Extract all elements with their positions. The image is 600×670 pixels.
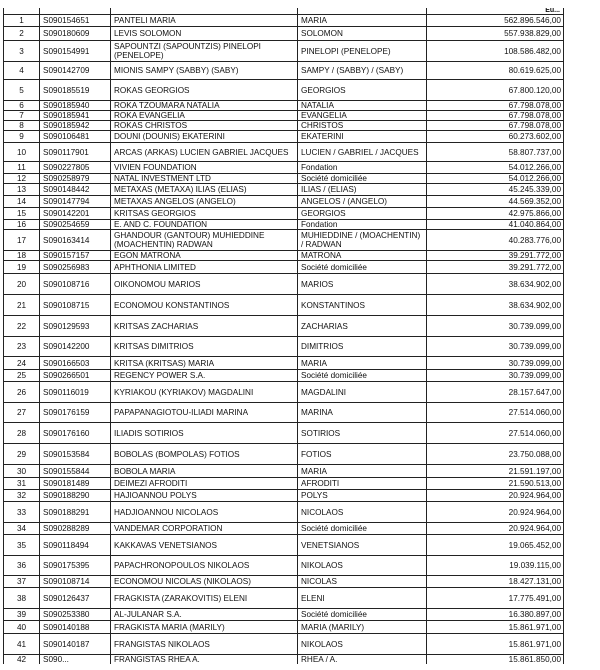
- full-name-cell: APHTHONIA LIMITED: [111, 261, 298, 274]
- record-id-cell: S090185519: [40, 80, 111, 101]
- row-number-cell: 19: [4, 261, 40, 274]
- amount-cell: 20.924.964,00: [427, 523, 564, 535]
- full-name-cell: EGON MATRONA: [111, 251, 298, 261]
- first-name-cell: MARIA: [298, 465, 427, 478]
- first-name-cell: Société domiciliée: [298, 261, 427, 274]
- amount-cell: 54.012.266,00: [427, 174, 564, 184]
- first-name-cell: ILIAS / (ELIAS): [298, 184, 427, 196]
- full-name-cell: ECONOMOU KONSTANTINOS: [111, 295, 298, 316]
- full-name-cell: BOBOLA MARIA: [111, 465, 298, 478]
- row-number-cell: 20: [4, 274, 40, 295]
- record-id-cell: S090185941: [40, 111, 111, 121]
- full-name-cell: FRANGISTAS NIKOLAOS: [111, 634, 298, 655]
- table-row: [4, 502, 564, 523]
- full-name-cell: DEIMEZI AFRODITI: [111, 478, 298, 490]
- amount-cell: 44.569.352,00: [427, 196, 564, 208]
- table-row: [4, 196, 564, 208]
- record-id-cell: S090117901: [40, 143, 111, 162]
- first-name-cell: NATALIA: [298, 101, 427, 111]
- full-name-cell: METAXAS ANGELOS (ANGELO): [111, 196, 298, 208]
- full-name-cell: FRANGISTAS RHEA A.: [111, 655, 298, 665]
- row-number-cell: 5: [4, 80, 40, 101]
- full-name-cell: MIONIS SAMPY (SABBY) (SABY): [111, 62, 298, 80]
- record-id-cell: S090157157: [40, 251, 111, 261]
- record-id-cell: S090140187: [40, 634, 111, 655]
- amount-cell: 15.861.971,00: [427, 621, 564, 634]
- row-number-cell: 22: [4, 316, 40, 337]
- row-number-cell: 6: [4, 101, 40, 111]
- row-number-cell: 15: [4, 208, 40, 220]
- first-name-cell: DIMITRIOS: [298, 337, 427, 357]
- record-id-cell: S090129593: [40, 316, 111, 337]
- amount-cell: 23.750.088,00: [427, 444, 564, 465]
- amount-cell: 39.291.772,00: [427, 261, 564, 274]
- amount-cell: 562.896.546,00: [427, 15, 564, 27]
- row-number-cell: 36: [4, 556, 40, 576]
- amount-cell: 21.590.513,00: [427, 478, 564, 490]
- full-name-cell: LEVIS SOLOMON: [111, 27, 298, 41]
- row-number-cell: 35: [4, 535, 40, 556]
- first-name-cell: CHRISTOS: [298, 121, 427, 131]
- amount-cell: 38.634.902,00: [427, 295, 564, 316]
- first-name-cell: AFRODITI: [298, 478, 427, 490]
- amount-cell: 58.807.737,00: [427, 143, 564, 162]
- table-row: [4, 274, 564, 295]
- record-id-cell: S090258979: [40, 174, 111, 184]
- first-name-cell: GEORGIOS: [298, 80, 427, 101]
- first-name-cell: MUHIEDDINE / (MOACHENTIN) / RADWAN: [298, 230, 427, 251]
- row-number-cell: 27: [4, 403, 40, 423]
- full-name-cell: KRITSAS DIMITRIOS: [111, 337, 298, 357]
- table-row: [4, 80, 564, 101]
- full-name-cell: ARCAS (ARKAS) LUCIEN GABRIEL JACQUES: [111, 143, 298, 162]
- first-name-cell: ELENI: [298, 588, 427, 609]
- full-name-cell: FRAGKISTA (ZARAKOVITIS) ELENI: [111, 588, 298, 609]
- table-row: [4, 121, 564, 131]
- table-row: [4, 230, 564, 251]
- amount-cell: 67.800.120,00: [427, 80, 564, 101]
- first-name-cell: EVANGELIA: [298, 111, 427, 121]
- record-id-cell: S090188290: [40, 490, 111, 502]
- record-id-cell: S090180609: [40, 27, 111, 41]
- row-number-cell: 9: [4, 131, 40, 143]
- row-number-cell: 1: [4, 15, 40, 27]
- amount-cell: 15.861.850,00: [427, 655, 564, 665]
- table-row: [4, 62, 564, 80]
- row-number-cell: 25: [4, 370, 40, 382]
- row-number-cell: 16: [4, 220, 40, 230]
- table-row: [4, 478, 564, 490]
- table-row: [4, 535, 564, 556]
- record-id-cell: S090108714: [40, 576, 111, 588]
- table-row: [4, 588, 564, 609]
- table-row: [4, 337, 564, 357]
- full-name-cell: GHANDOUR (GANTOUR) MUHIEDDINE (MOACHENTIN) RADWAN: [111, 230, 298, 251]
- full-name-cell: HADJIOANNOU NICOLAOS: [111, 502, 298, 523]
- amount-cell: 38.634.902,00: [427, 274, 564, 295]
- row-number-cell: 24: [4, 357, 40, 370]
- record-id-cell: S090147794: [40, 196, 111, 208]
- row-number-cell: 30: [4, 465, 40, 478]
- record-id-cell: S090155844: [40, 465, 111, 478]
- first-name-cell: POLYS: [298, 490, 427, 502]
- row-number-cell: 10: [4, 143, 40, 162]
- table-row: [4, 357, 564, 370]
- amount-cell: 30.739.099,00: [427, 370, 564, 382]
- row-number-cell: 31: [4, 478, 40, 490]
- amount-cell: 45.245.339,00: [427, 184, 564, 196]
- first-name-cell: MARIA (MARILY): [298, 621, 427, 634]
- full-name-cell: VANDEMAR CORPORATION: [111, 523, 298, 535]
- table-row: [4, 111, 564, 121]
- amount-cell: 67.798.078,00: [427, 101, 564, 111]
- amount-cell: 30.739.099,00: [427, 357, 564, 370]
- row-number-cell: 41: [4, 634, 40, 655]
- first-name-cell: Fondation: [298, 162, 427, 174]
- record-id-cell: S090116019: [40, 382, 111, 403]
- table-row: [4, 295, 564, 316]
- record-id-cell: S090153584: [40, 444, 111, 465]
- full-name-cell: ECONOMOU NICOLAS (NIKOLAOS): [111, 576, 298, 588]
- record-id-cell: S090181489: [40, 478, 111, 490]
- table-row: [4, 15, 564, 27]
- table-row: [4, 261, 564, 274]
- full-name-cell: KRITSAS ZACHARIAS: [111, 316, 298, 337]
- table-row: [4, 490, 564, 502]
- first-name-cell: ZACHARIAS: [298, 316, 427, 337]
- full-name-cell: ROKA EVANGELIA: [111, 111, 298, 121]
- full-name-cell: KYRIAKOU (KYRIAKOV) MAGDALINI: [111, 382, 298, 403]
- first-name-cell: ANGELOS / (ANGELO): [298, 196, 427, 208]
- amount-cell: 67.798.078,00: [427, 111, 564, 121]
- row-number-cell: 39: [4, 609, 40, 621]
- row-number-cell: 18: [4, 251, 40, 261]
- full-name-cell: PANTELI MARIA: [111, 15, 298, 27]
- row-number-cell: 40: [4, 621, 40, 634]
- table-row: [4, 609, 564, 621]
- table-body: [4, 8, 564, 664]
- amount-cell: 557.938.829,00: [427, 27, 564, 41]
- table-row: [4, 162, 564, 174]
- amount-cell: 108.586.482,00: [427, 41, 564, 62]
- amount-cell: 27.514.060,00: [427, 423, 564, 444]
- record-id-cell: S090253380: [40, 609, 111, 621]
- first-name-cell: MATRONA: [298, 251, 427, 261]
- amount-cell: 21.591.197,00: [427, 465, 564, 478]
- full-name-cell: FRAGKISTA MARIA (MARILY): [111, 621, 298, 634]
- row-number-cell: 4: [4, 62, 40, 80]
- table-row: [4, 370, 564, 382]
- record-id-cell: S090142200: [40, 337, 111, 357]
- table-row: [4, 382, 564, 403]
- amount-cell: 20.924.964,00: [427, 490, 564, 502]
- first-name-cell: MARIA: [298, 357, 427, 370]
- table-row: [4, 465, 564, 478]
- full-name-cell: BOBOLAS (BOMPOLAS) FOTIOS: [111, 444, 298, 465]
- amount-cell: 27.514.060,00: [427, 403, 564, 423]
- first-name-cell: Société domiciliée: [298, 370, 427, 382]
- amount-cell: 19.065.452,00: [427, 535, 564, 556]
- row-number-cell: 29: [4, 444, 40, 465]
- full-name-cell: ROKA TZOUMARA NATALIA: [111, 101, 298, 111]
- full-name-cell: AL-JULANAR S.A.: [111, 609, 298, 621]
- first-name-cell: Société domiciliée: [298, 174, 427, 184]
- first-name-cell: Société domiciliée: [298, 523, 427, 535]
- row-number-cell: 3: [4, 41, 40, 62]
- full-name-cell: ROKAS CHRISTOS: [111, 121, 298, 131]
- amount-cell: 41.040.864,00: [427, 220, 564, 230]
- record-id-cell: S090288289: [40, 523, 111, 535]
- table-row: [4, 174, 564, 184]
- table-row: [4, 251, 564, 261]
- amount-column-header: Eu...: [427, 8, 564, 15]
- table-row: [4, 576, 564, 588]
- record-id-cell: S090256983: [40, 261, 111, 274]
- record-id-cell: S090154991: [40, 41, 111, 62]
- record-id-cell: S090154651: [40, 15, 111, 27]
- record-id-cell: S090142709: [40, 62, 111, 80]
- row-number-cell: 13: [4, 184, 40, 196]
- row-number-cell: 12: [4, 174, 40, 184]
- full-name-cell: ILIADIS SOTIRIOS: [111, 423, 298, 444]
- row-number-cell: 28: [4, 423, 40, 444]
- amount-cell: 16.380.897,00: [427, 609, 564, 621]
- full-name-cell: OIKONOMOU MARIOS: [111, 274, 298, 295]
- first-name-cell: RHEA / A.: [298, 655, 427, 665]
- table-row: [4, 41, 564, 62]
- record-id-cell: S090175395: [40, 556, 111, 576]
- record-id-cell: S090185942: [40, 121, 111, 131]
- full-name-cell: KRITSAS GEORGIOS: [111, 208, 298, 220]
- first-name-cell: SAMPY / (SABBY) / (SABY): [298, 62, 427, 80]
- table-row: [4, 220, 564, 230]
- row-number-cell: 26: [4, 382, 40, 403]
- first-name-cell: KONSTANTINOS: [298, 295, 427, 316]
- table-row: [4, 523, 564, 535]
- first-name-cell: PINELOPI (PENELOPE): [298, 41, 427, 62]
- first-name-cell: NICOLAS: [298, 576, 427, 588]
- record-id-cell: S090148442: [40, 184, 111, 196]
- record-id-cell: S090...: [40, 655, 111, 665]
- first-name-cell: VENETSIANOS: [298, 535, 427, 556]
- record-id-cell: S090140188: [40, 621, 111, 634]
- row-number-cell: 21: [4, 295, 40, 316]
- record-id-cell: S090142201: [40, 208, 111, 220]
- full-name-cell: HAJIOANNOU POLYS: [111, 490, 298, 502]
- table-row: [4, 143, 564, 162]
- amount-cell: 20.924.964,00: [427, 502, 564, 523]
- first-name-cell: MARINA: [298, 403, 427, 423]
- full-name-cell: KRITSA (KRITSAS) MARIA: [111, 357, 298, 370]
- first-name-cell: MARIA: [298, 15, 427, 27]
- amount-cell: 18.427.131,00: [427, 576, 564, 588]
- full-name-cell: SAPOUNTZI (SAPOUNTZIS) PINELOPI (PENELOPE): [111, 41, 298, 62]
- record-id-cell: S090108715: [40, 295, 111, 316]
- table-row: [4, 403, 564, 423]
- record-id-cell: S090266501: [40, 370, 111, 382]
- record-id-cell: S090166503: [40, 357, 111, 370]
- row-number-cell: 8: [4, 121, 40, 131]
- row-number-cell: 7: [4, 111, 40, 121]
- full-name-cell: E. AND C. FOUNDATION: [111, 220, 298, 230]
- first-name-cell: Fondation: [298, 220, 427, 230]
- first-name-cell: MARIOS: [298, 274, 427, 295]
- table-row: [4, 444, 564, 465]
- row-number-cell: 23: [4, 337, 40, 357]
- record-id-cell: S090176159: [40, 403, 111, 423]
- full-name-cell: KAKKAVAS VENETSIANOS: [111, 535, 298, 556]
- amount-cell: 80.619.625,00: [427, 62, 564, 80]
- first-name-cell: SOTIRIOS: [298, 423, 427, 444]
- row-number-cell: 38: [4, 588, 40, 609]
- row-number-cell: 14: [4, 196, 40, 208]
- record-id-cell: S090227805: [40, 162, 111, 174]
- row-number-cell: 34: [4, 523, 40, 535]
- record-id-cell: S090126437: [40, 588, 111, 609]
- row-number-cell: 2: [4, 27, 40, 41]
- table-row: [4, 556, 564, 576]
- row-number-cell: 32: [4, 490, 40, 502]
- amount-cell: 54.012.266,00: [427, 162, 564, 174]
- first-name-cell: NIKOLAOS: [298, 556, 427, 576]
- first-name-cell: NICOLAOS: [298, 502, 427, 523]
- amount-cell: 30.739.099,00: [427, 316, 564, 337]
- amount-cell: 60.273.602,00: [427, 131, 564, 143]
- table-row: [4, 634, 564, 655]
- full-name-cell: NATAL INVESTMENT LTD: [111, 174, 298, 184]
- full-name-cell: METAXAS (METAXA) ILIAS (ELIAS): [111, 184, 298, 196]
- table-row: [4, 316, 564, 337]
- record-id-cell: S090185940: [40, 101, 111, 111]
- row-number-cell: 11: [4, 162, 40, 174]
- row-number-cell: 37: [4, 576, 40, 588]
- table-row: [4, 621, 564, 634]
- full-name-cell: PAPAPANAGIOTOU-ILIADI MARINA: [111, 403, 298, 423]
- amount-cell: 28.157.647,00: [427, 382, 564, 403]
- record-id-cell: S090108716: [40, 274, 111, 295]
- record-id-cell: S090176160: [40, 423, 111, 444]
- beneficiary-table: [3, 8, 564, 664]
- table-row: [4, 423, 564, 444]
- amount-cell: 40.283.776,00: [427, 230, 564, 251]
- table-row: [4, 208, 564, 220]
- amount-cell: 30.739.099,00: [427, 337, 564, 357]
- table-row: [4, 27, 564, 41]
- record-id-cell: S090106481: [40, 131, 111, 143]
- full-name-cell: VIVIEN FOUNDATION: [111, 162, 298, 174]
- full-name-cell: ROKAS GEORGIOS: [111, 80, 298, 101]
- row-number-cell: 33: [4, 502, 40, 523]
- record-id-cell: S090254659: [40, 220, 111, 230]
- first-name-cell: FOTIOS: [298, 444, 427, 465]
- row-number-cell: 17: [4, 230, 40, 251]
- full-name-cell: DOUNI (DOUNIS) EKATERINI: [111, 131, 298, 143]
- amount-cell: 17.775.491,00: [427, 588, 564, 609]
- first-name-cell: EKATERINI: [298, 131, 427, 143]
- amount-cell: 15.861.971,00: [427, 634, 564, 655]
- amount-cell: 42.975.866,00: [427, 208, 564, 220]
- first-name-cell: GEORGIOS: [298, 208, 427, 220]
- row-number-cell: 42: [4, 655, 40, 665]
- table-row: [4, 184, 564, 196]
- amount-cell: 39.291.772,00: [427, 251, 564, 261]
- record-id-cell: S090118494: [40, 535, 111, 556]
- table-row: [4, 131, 564, 143]
- record-id-cell: S090163414: [40, 230, 111, 251]
- first-name-cell: SOLOMON: [298, 27, 427, 41]
- full-name-cell: PAPACHRONOPOULOS NIKOLAOS: [111, 556, 298, 576]
- table-row: [4, 655, 564, 665]
- first-name-cell: NIKOLAOS: [298, 634, 427, 655]
- amount-cell: 19.039.115,00: [427, 556, 564, 576]
- amount-cell: 67.798.078,00: [427, 121, 564, 131]
- table-row: [4, 101, 564, 111]
- first-name-cell: MAGDALINI: [298, 382, 427, 403]
- full-name-cell: REGENCY POWER S.A.: [111, 370, 298, 382]
- first-name-cell: LUCIEN / GABRIEL / JACQUES: [298, 143, 427, 162]
- record-id-cell: S090188291: [40, 502, 111, 523]
- first-name-cell: Société domiciliée: [298, 609, 427, 621]
